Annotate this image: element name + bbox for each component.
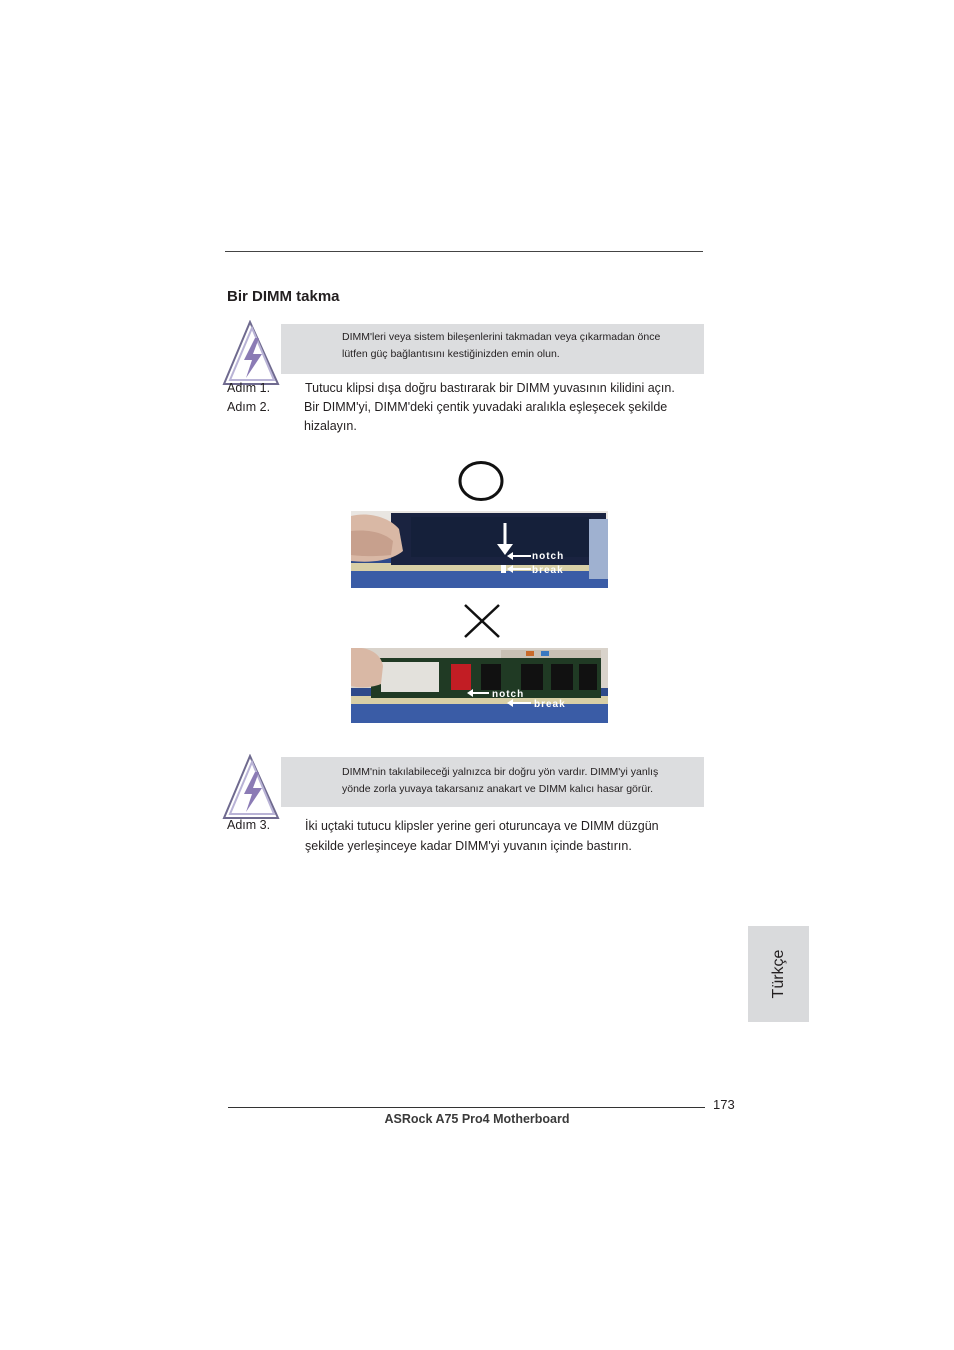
notch-label: notch [532, 551, 565, 562]
step-label: Adım 3. [227, 818, 271, 832]
language-tab-label: Türkçe [769, 949, 787, 999]
footer-product-text: ASRock A75 Pro4 Motherboard [384, 1112, 570, 1126]
page-number: 173 [713, 1097, 735, 1112]
notch-label: notch [492, 689, 525, 700]
step-text [305, 379, 675, 398]
dimm-correct-photo [351, 511, 608, 588]
step-line: hizalayın. [304, 419, 357, 433]
x-mark-icon [462, 602, 502, 640]
warning-icon [222, 320, 280, 390]
circle-icon [457, 460, 505, 502]
note-line: DIMM'leri veya sistem bileşenlerini takmadan veya çıkarmadan önce [342, 331, 661, 343]
step-line: İki uçtaki tutucu klipsler yerine geri oturuncaya ve DIMM düzgün [305, 819, 659, 833]
step-line: Bir DIMM'yi, DIMM'deki çentik yuvadaki aralıkla eşleşecek şekilde [304, 400, 668, 414]
step-label: Adım 2. [227, 400, 271, 414]
bottom-rule [228, 1107, 705, 1108]
warning-icon [222, 754, 280, 824]
step-label: Adım 1. [227, 381, 271, 395]
warning-note [281, 757, 704, 807]
warning-note [281, 324, 704, 374]
dimm-wrong-photo [351, 648, 608, 723]
break-label: break [532, 565, 564, 576]
step-line: Tutucu klipsi dışa doğru bastırarak bir DIMM yuvasının kilidini açın. [305, 381, 675, 395]
section-title: Bir DIMM takma [227, 288, 340, 305]
note-line: lütfen güç bağlantısını kestiğinizden emin olun. [342, 348, 560, 360]
language-tab [748, 926, 809, 1022]
top-rule [225, 251, 703, 252]
step-line: şekilde yerleşinceye kadar DIMM'yi yuvanın içinde bastırın. [305, 839, 632, 853]
step-text [304, 398, 667, 436]
note-line: DIMM'nin takılabileceği yalnızca bir doğru yön vardır. DIMM'yi yanlış [342, 766, 659, 778]
note-line: yönde zorla yuvaya takarsanız anakart ve DIMM kalıcı hasar görür. [342, 783, 654, 795]
step-text [305, 816, 659, 856]
break-label: break [534, 699, 566, 710]
footer-product [0, 1112, 954, 1126]
